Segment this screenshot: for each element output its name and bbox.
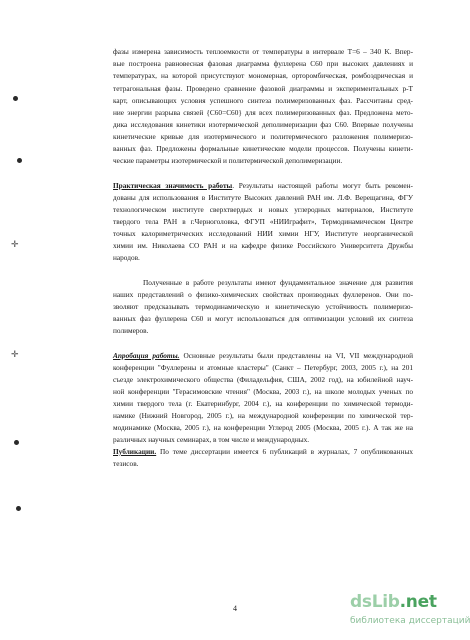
- text-line: конференции "Фуллерены и атомные кластеры" (Санкт – Петербург, 2003, 2005 г.), на 201: [113, 363, 413, 372]
- text-line: ной конференции "Герасимовские чтения" (Москва, 2003 г.), на школе молодых ученых по: [113, 387, 413, 396]
- watermark-subtitle: библиотека диссертаций: [350, 616, 470, 626]
- text-line: кинетические кривые для изотермического и политермического разложения полимеризо-: [113, 132, 413, 141]
- text-line: Публикации. По теме диссертации имеется 6 публикаций в журналах, 7 опубликованных: [113, 447, 413, 456]
- watermark-logo: dsLib.net: [350, 592, 437, 612]
- text-line: народов.: [113, 253, 140, 262]
- text-line: технологическом институте сверхтвердых и новых углеродных материалов, Институте: [113, 205, 413, 214]
- text-line: модинамике (Москва, 2005 г.), на конференции Углерод 2005 (Москва, 2005 г.). А так же на: [113, 423, 413, 432]
- margin-dot: [17, 158, 22, 163]
- text-line: съезде электрохимического общества (Филадельфия, США, 2002 год), на юбилейной науч-: [113, 375, 413, 384]
- text-line: зволяют предсказывать термодинамическую и кинетическую устойчивость полимеризо-: [113, 302, 413, 311]
- text-line: различных научных семинарах, в том числе и международных.: [113, 435, 310, 444]
- text-line: ческие параметры изотермической и политермической деполимеризации.: [113, 156, 343, 165]
- section-heading: Апробация работы.: [113, 351, 180, 360]
- margin-cross-mark: ✛: [11, 240, 19, 250]
- text-line: тетрагональная фазы. Проведено сравнение фазовой диаграммы и экспериментальных р-Т: [113, 84, 413, 93]
- text-line: вые построена равновесная фазовая диаграмма фуллерена C60 при высоких давлениях и: [113, 59, 413, 68]
- text-line: карт, описывающих условия успешного синтеза полимеризованных фаз. Рассчитаны сред-: [113, 96, 413, 105]
- section-heading: Практическая значимость работы: [113, 181, 233, 190]
- text-line: намике (Нижний Новгород, 2005 г.), на международной конференции по химической тер-: [113, 411, 413, 420]
- text-line: Практическая значимость работы. Результаты настоящей работы могут быть рекомен-: [113, 181, 413, 190]
- margin-dot: [13, 96, 18, 101]
- margin-cross-mark: ✛: [11, 350, 19, 360]
- watermark: [350, 592, 470, 636]
- text-line: ванных фаз фуллерена C60 и могут использоваться для оптимизации условий их синтеза: [113, 314, 413, 323]
- text-line: температурах, на которой присутствуют мономерная, орторомбическая, ромбоэдрическая и: [113, 71, 413, 80]
- text-line: точных калориметрических исследований НИИ химии НГУ, Институте неорганической: [113, 229, 413, 238]
- text-line: полимеров.: [113, 326, 149, 335]
- text-line: наших представлений о физико-химических свойствах производных фуллеренов. Они по-: [113, 290, 413, 299]
- text-line: Полученные в работе результаты имеют фундаментальное значение для развития: [143, 278, 413, 287]
- text-line: ванных фаз. Предложены формальные кинетические модели процессов. Получены кинети-: [113, 144, 413, 153]
- text-line: дика исследования кинетики изотермической деполимеризации фаз C60. Впервые получены: [113, 120, 413, 129]
- text-line: дованы для использования в Институте Высоких давлений РАН им. Л.Ф. Верещагина, ФГУ: [113, 193, 413, 202]
- text-line: тезисов.: [113, 459, 139, 468]
- text-line: фазы измерена зависимость теплоемкости от температуры в интервале T=6 – 340 K. Впер-: [113, 47, 413, 56]
- text-line: химии твердого тела (г. Екатеринбург, 2004 г.), на конференции по химической термоди-: [113, 399, 413, 408]
- text-line: Апробация работы. Основные результаты были представлены на VI, VII международной: [113, 351, 414, 360]
- page-number: 4: [233, 604, 237, 613]
- section-heading: Публикации.: [113, 447, 157, 456]
- text-line: ние энергии разрыва связей {C60=C60} для всех полимеризованных фаз. Предложена мето-: [113, 108, 413, 117]
- margin-dot: [16, 506, 21, 511]
- text-line: химии им. Николаева СО РАН и на кафедре физике Российского Университета Дружбы: [113, 241, 413, 250]
- margin-dot: [14, 440, 19, 445]
- text-line: твердого тела РАН в г.Черноголовка, ФГУП «НИИграфит», Термодинамическом Центре: [113, 217, 413, 226]
